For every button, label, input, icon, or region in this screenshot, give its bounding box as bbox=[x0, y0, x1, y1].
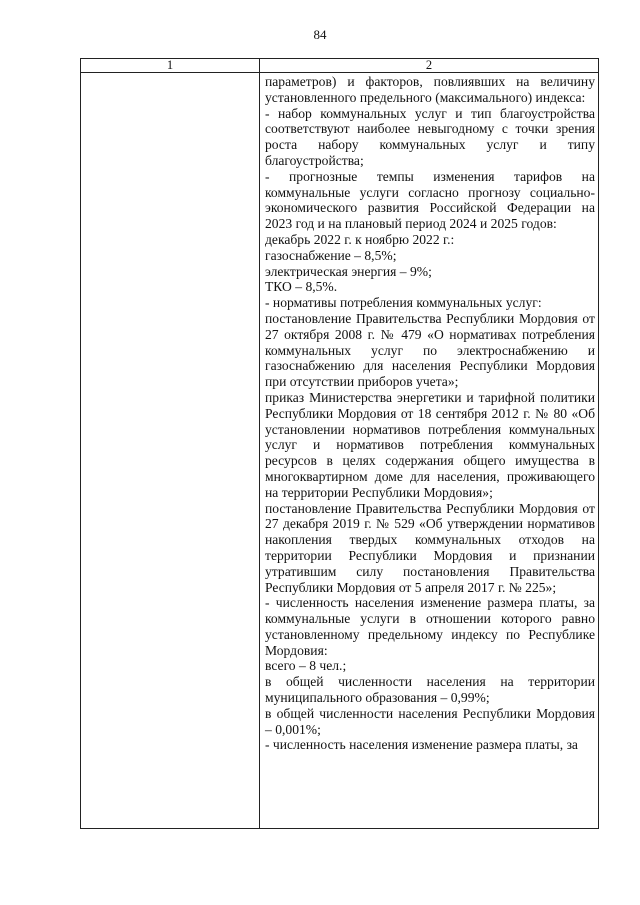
paragraph-population-continued: - численность населения изменение размера платы, за bbox=[265, 737, 578, 753]
paragraph-norms-heading: - нормативы потребления коммунальных услуг: bbox=[265, 295, 542, 311]
paragraph-services-set: - набор коммунальных услуг и тип благоустройства соответствуют наиболее невыгодному с точки зрения роста набору коммунальных услуг и типу благоустройства; bbox=[265, 105, 595, 168]
column-2-header: 2 bbox=[260, 59, 599, 73]
table-header-row bbox=[81, 59, 599, 73]
paragraph-republic-share: в общей численности населения Республики Мордовия – 0,001%; bbox=[265, 705, 595, 737]
paragraph-order-80: приказ Министерства энергетики и тарифной политики Республики Мордовия от 18 сентября 2012 г. № 80 «Об установлении нормативов потребления коммунальных услуг и нормативов потребления коммунальных ресурсов в целях содержания общего имущества в многоквартирном доме для населения, проживающего на территории Республики Мордовия»; bbox=[265, 389, 595, 500]
cell-content bbox=[260, 73, 598, 753]
paragraph-resolution-479: постановление Правительства Республики Мордовия от 27 октября 2008 г. № 479 «О нормативах потребления коммунальных услуг по электроснабжению и газоснабжению для населения Республики Мордовия при отсутствии приборов учета»; bbox=[265, 310, 595, 390]
paragraph-december: декабрь 2022 г. к ноябрю 2022 г.: bbox=[265, 231, 455, 247]
column-1-cell bbox=[81, 73, 260, 829]
paragraph-tko: ТКО – 8,5%. bbox=[265, 279, 338, 295]
paragraph-tariff-forecast: - прогнозные темпы изменения тарифов на коммунальные услуги согласно прогнозу социально-экономического развития Российской Федерации на 2023 год и на плановый период 2024 и 2025 годов: bbox=[265, 168, 595, 232]
paragraph-population-equal: - численность населения изменение размера платы, за коммунальные услуги в отношении которого равно установленному предельному индексу по Республике Мордовия: bbox=[265, 595, 595, 658]
document-table bbox=[80, 58, 599, 829]
paragraph-municipal-share: в общей численности населения на территории муниципального образования – 0,99%; bbox=[265, 674, 595, 706]
paragraph-total: всего – 8 чел.; bbox=[265, 658, 347, 674]
column-2-cell bbox=[260, 73, 599, 829]
paragraph-gas: газоснабжение – 8,5%; bbox=[265, 247, 397, 263]
paragraph-resolution-529: постановление Правительства Республики Мордовия от 27 декабря 2019 г. № 529 «Об утверждении нормативов накопления твердых коммунальных отходов на территории Республики Мордовия и признании утратившим силу постановления Правительства Республики Мордовия от 5 апреля 2017 г. № 225»; bbox=[265, 500, 595, 595]
table-body-row bbox=[81, 73, 599, 829]
page-number: 84 bbox=[313, 27, 327, 42]
paragraph-electricity: электрическая энергия – 9%; bbox=[265, 263, 432, 279]
column-1-header: 1 bbox=[81, 59, 260, 73]
paragraph-factors: параметров) и факторов, повлиявших на величину установленного предельного (максимального) индекса: bbox=[265, 74, 595, 105]
